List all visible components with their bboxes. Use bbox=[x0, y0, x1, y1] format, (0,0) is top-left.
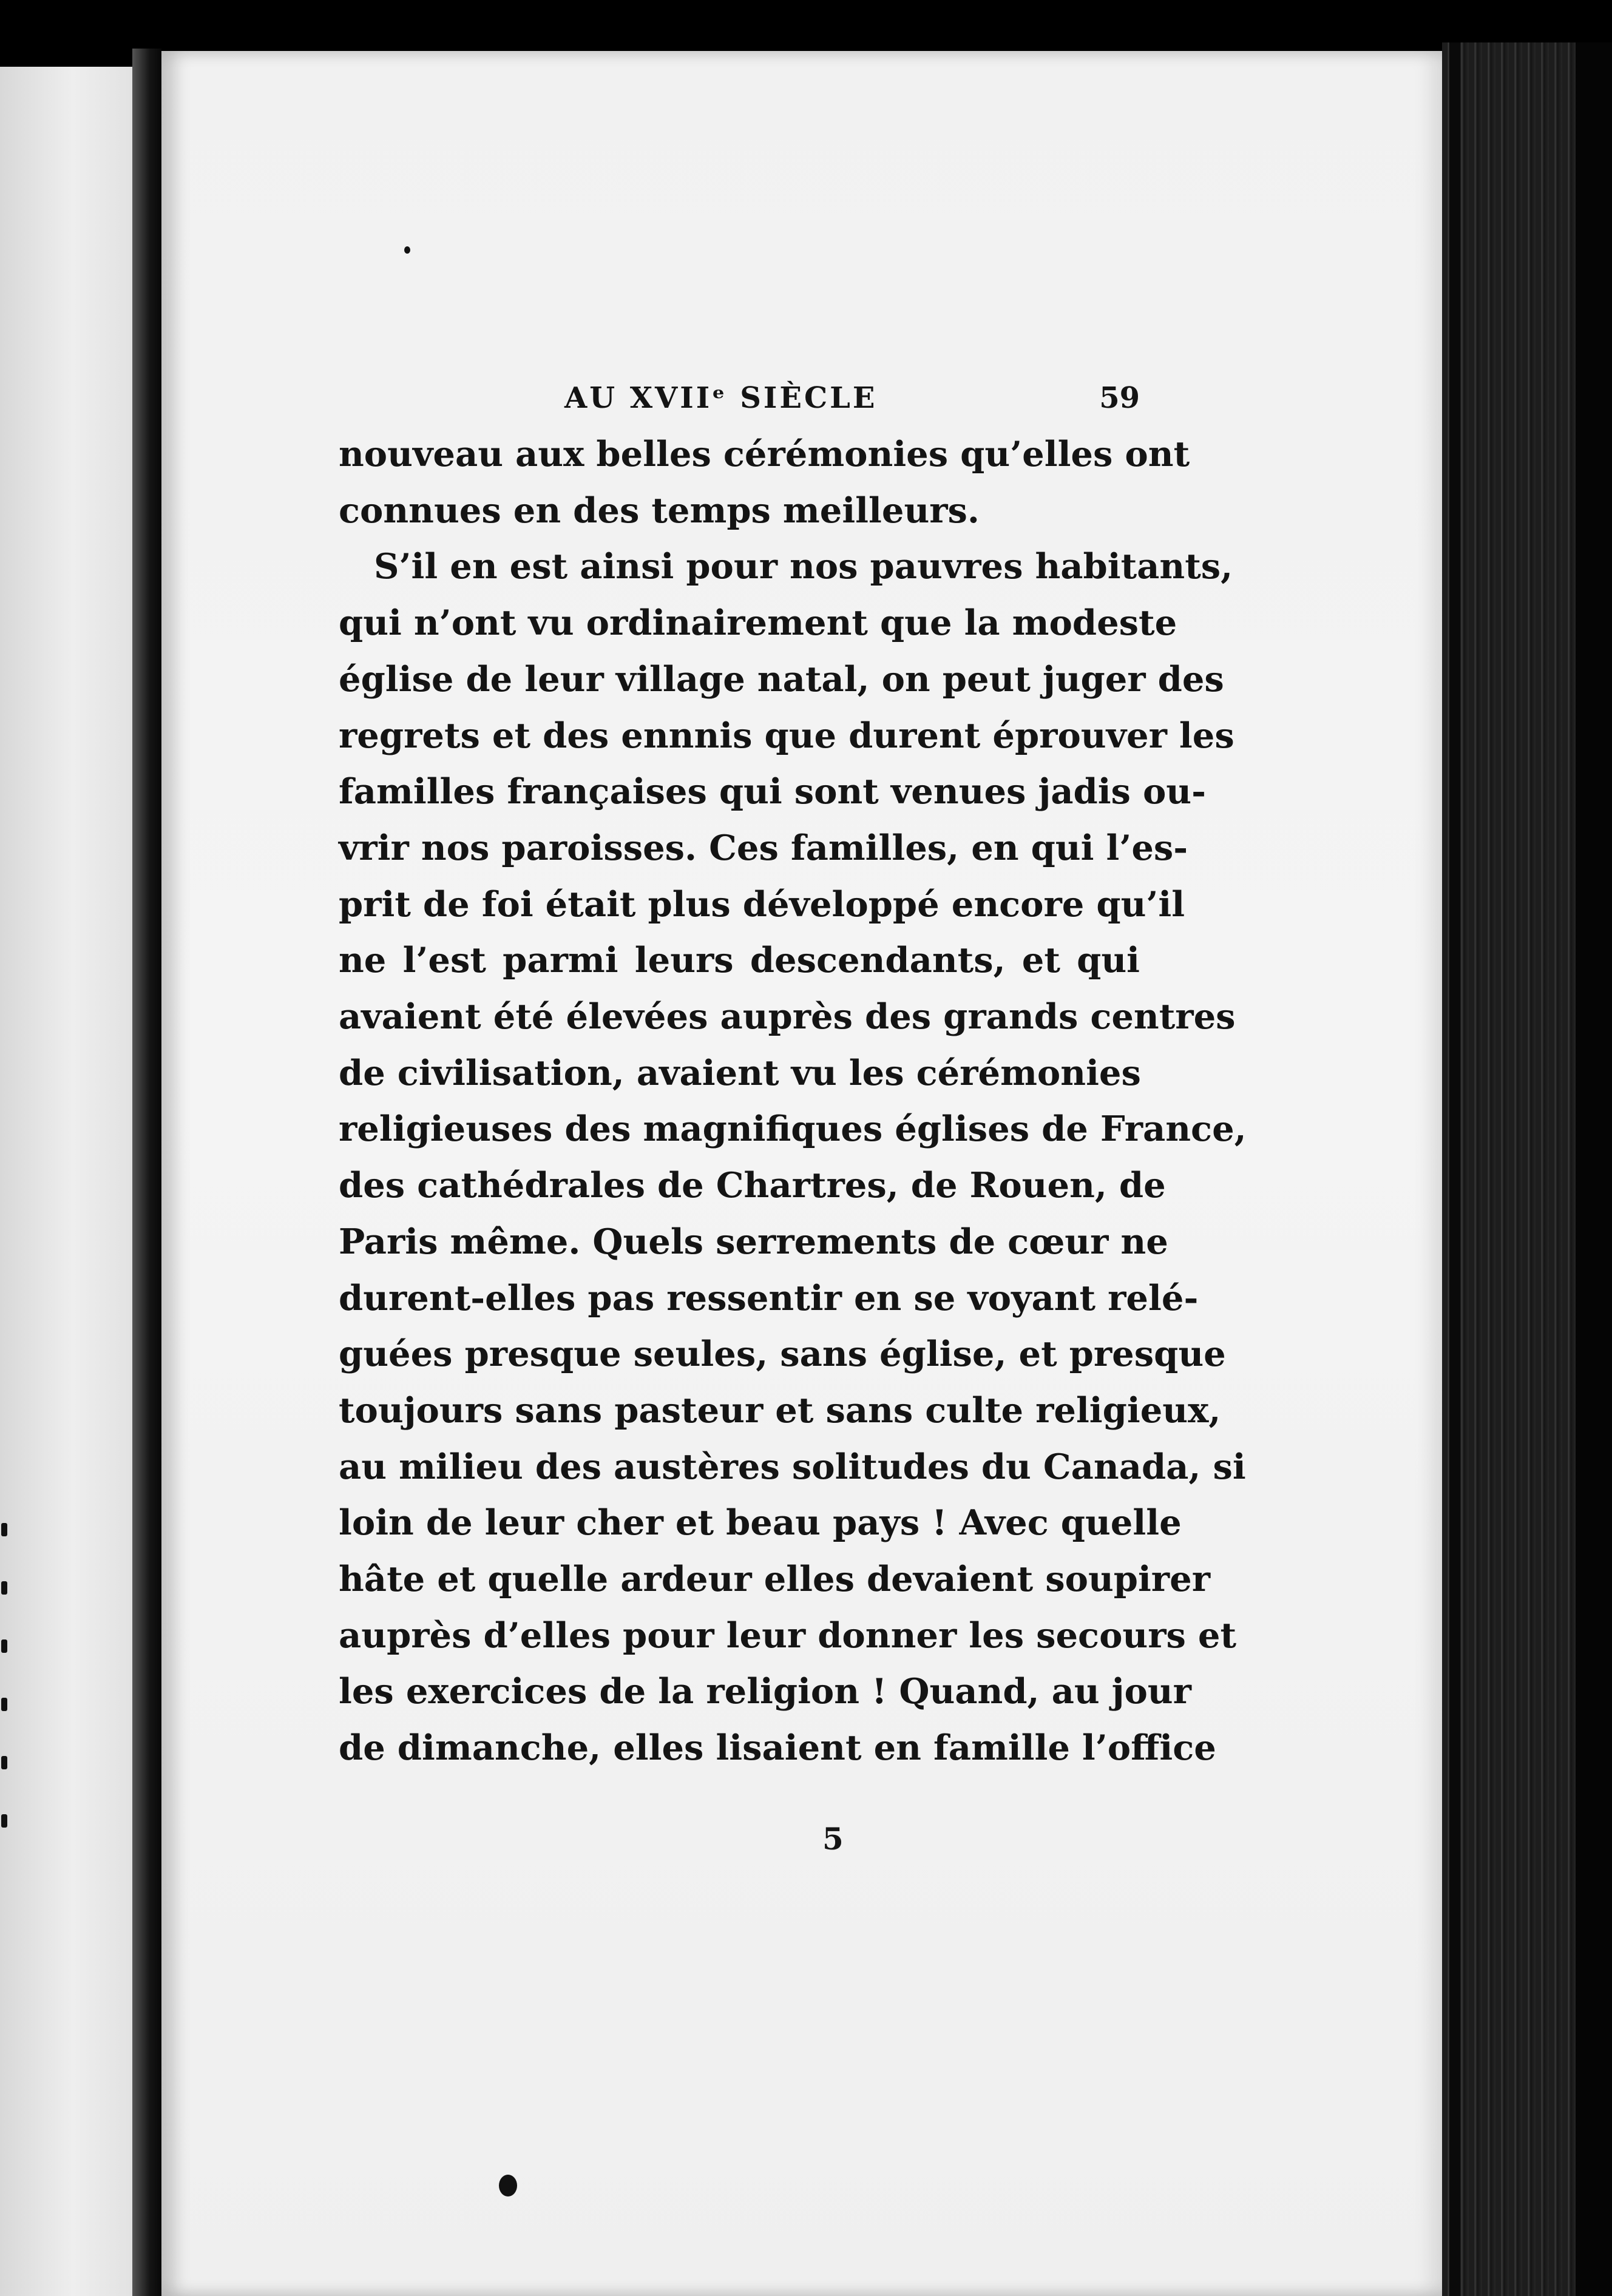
previous-page-edge bbox=[0, 67, 132, 2296]
signature-mark: 5 bbox=[822, 1821, 844, 1857]
previous-page-text-fragments bbox=[1, 1523, 25, 1887]
text-line: durent-elles pas ressentir en se voyant relé- bbox=[339, 1277, 1199, 1319]
text-line: qui n’ont vu ordinairement que la modeste bbox=[339, 602, 1177, 644]
text-line: connues en des temps meilleurs. bbox=[339, 489, 980, 531]
text-line: regrets et des ennnis que durent éprouver les bbox=[339, 714, 1234, 756]
page-number: 59 bbox=[1099, 381, 1140, 415]
book-gutter bbox=[132, 49, 161, 2296]
text-line: S’il en est ainsi pour nos pauvres habitants, bbox=[374, 545, 1233, 587]
text-line: de civilisation, avaient vu les cérémonies bbox=[339, 1052, 1141, 1093]
text-line: familles françaises qui sont venues jadis ou- bbox=[339, 771, 1206, 812]
text-line: Paris même. Quels serrements de cœur ne bbox=[339, 1220, 1168, 1262]
text-line: nouveau aux belles cérémonies qu’elles ont bbox=[339, 433, 1190, 474]
text-line: église de leur village natal, on peut juger des bbox=[339, 658, 1224, 700]
text-line: ne l’est parmi leurs descendants, et qui bbox=[339, 939, 1140, 981]
running-head-title: AU XVIIᵉ SIÈCLE bbox=[564, 381, 878, 415]
text-line: auprès d’elles pour leur donner les secours et bbox=[339, 1614, 1237, 1656]
page-edges-and-spine bbox=[1442, 42, 1612, 2296]
text-line: prit de foi était plus développé encore qu’il bbox=[339, 883, 1185, 925]
text-line: de dimanche, elles lisaient en famille l’office bbox=[339, 1727, 1216, 1769]
text-line: avaient été élevées auprès des grands centres bbox=[339, 996, 1236, 1038]
text-line: des cathédrales de Chartres, de Rouen, de bbox=[339, 1164, 1166, 1206]
ink-speck bbox=[499, 2175, 517, 2196]
text-line: vrir nos paroisses. Ces familles, en qui l’es- bbox=[339, 826, 1188, 868]
text-line: religieuses des magnifiques églises de France, bbox=[339, 1108, 1247, 1150]
text-line: loin de leur cher et beau pays ! Avec quelle bbox=[339, 1502, 1182, 1544]
text-line: toujours sans pasteur et sans culte religieux, bbox=[339, 1389, 1221, 1431]
page-text-block bbox=[339, 370, 1247, 1776]
body-text bbox=[339, 426, 1247, 1776]
running-head bbox=[339, 370, 1140, 426]
ink-speck bbox=[404, 246, 410, 254]
text-line: guées presque seules, sans église, et presque bbox=[339, 1333, 1226, 1375]
text-line: au milieu des austères solitudes du Canada, si bbox=[339, 1445, 1246, 1487]
text-line: les exercices de la religion ! Quand, au jour bbox=[339, 1670, 1191, 1712]
text-line: hâte et quelle ardeur elles devaient soupirer bbox=[339, 1558, 1210, 1600]
